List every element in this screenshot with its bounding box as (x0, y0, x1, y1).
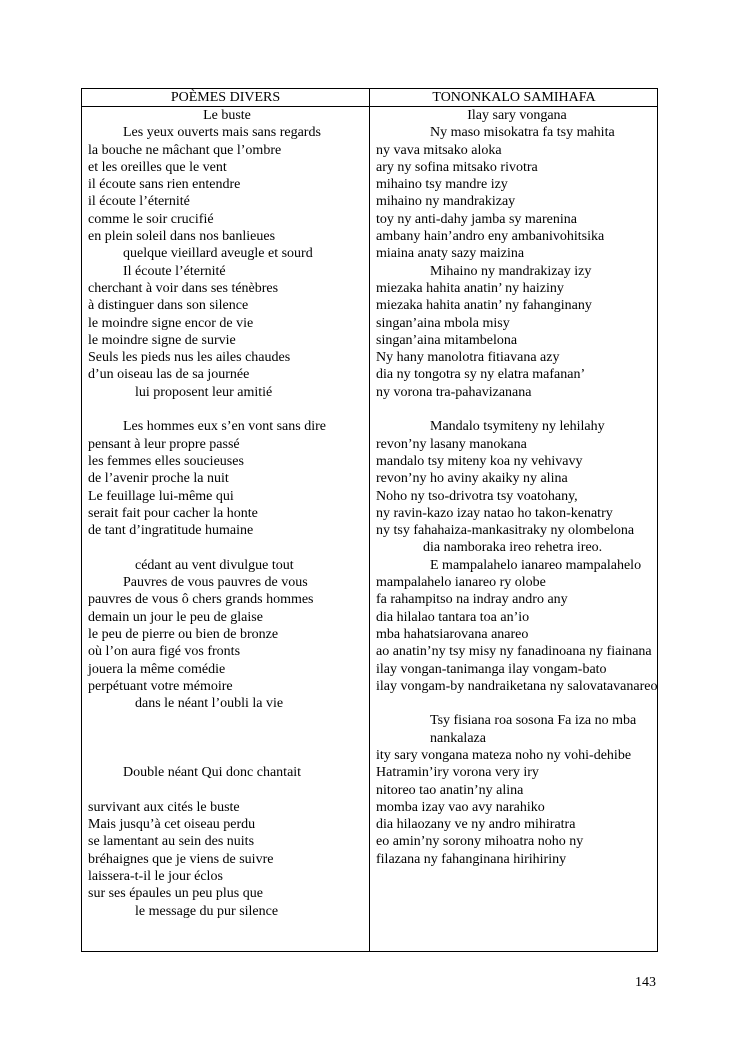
poem-line: dans le néant l’oubli la vie (135, 696, 284, 712)
poem-line: d’un oiseau las de sa journée (88, 367, 250, 383)
poem-line: ny vorona tra-pahavizanana (376, 384, 532, 400)
malagasy-poem-column (376, 107, 658, 868)
poem-table (81, 88, 658, 952)
poem-line: le peu de pierre ou bien de bronze (88, 626, 279, 642)
poem-line: la bouche ne mâchant que l’ombre (88, 142, 282, 158)
poem-line: toy ny anti-dahy jamba sy marenina (376, 211, 577, 227)
poem-line: serait fait pour cacher la honte (88, 505, 258, 521)
poem-line: comme le soir crucifié (88, 211, 214, 227)
poem-line: momba izay vao avy narahiko (376, 799, 545, 815)
poem-line: Pauvres de vous pauvres de vous (123, 575, 308, 591)
poem-line: fa rahampitso na indray andro any (376, 592, 568, 608)
poem-line: ny ravin-kazo izay natao ho takon-kenatry (376, 505, 613, 521)
poem-line: perpétuant votre mémoire (88, 678, 233, 694)
poem-line: cherchant à voir dans ses ténèbres (88, 280, 279, 296)
blank-line (88, 401, 366, 418)
poem-line: miezaka hahita anatin’ ny haiziny (376, 280, 564, 296)
blank-line (88, 747, 366, 764)
poem-title: Ilay sary vongana (467, 108, 567, 123)
poem-line: mampalahelo ianareo ry olobe (376, 575, 546, 591)
poem-line: de l’avenir proche la nuit (88, 471, 229, 487)
poem-line: Mandalo tsymiteny ny lehilahy (430, 419, 605, 435)
poem-line: Les hommes eux s’en vont sans dire (123, 419, 326, 435)
left-column-header: POÈMES DIVERS (170, 90, 281, 105)
poem-line: Ny maso misokatra fa tsy mahita (430, 125, 615, 141)
poem-line: Mais jusqu’à cet oiseau perdu (88, 817, 256, 833)
poem-line: nitoreo tao anatin’ny alina (376, 782, 524, 798)
poem-line: il écoute l’éternité (88, 194, 190, 210)
poem-line: pauvres de vous ô chers grands hommes (88, 592, 314, 608)
poem-line: miezaka hahita anatin’ ny fahanginany (376, 298, 592, 314)
poem-line: ity sary vongana mateza noho ny vohi-dehibe (376, 747, 632, 763)
blank-line (88, 782, 366, 799)
right-column-header: TONONKALO SAMIHAFA (432, 90, 596, 105)
poem-line: revon’ny lasany manokana (376, 436, 527, 452)
poem-line: singan’aina mbola misy (376, 315, 510, 331)
poem-line: sur ses épaules un peu plus que (88, 886, 263, 902)
poem-line: dia hilalao tantara toa an’io (376, 609, 530, 625)
poem-line: pensant à leur propre passé (88, 436, 240, 452)
poem-line: à distinguer dans son silence (88, 298, 249, 314)
blank-line (88, 712, 366, 729)
poem-line: Noho ny tso-drivotra tsy voatohany, (376, 488, 578, 504)
poem-line: eo amin’ny sorony mihoatra noho ny (376, 834, 584, 850)
poem-line: E mampalahelo ianareo mampalahelo (430, 557, 642, 573)
poem-line: ary ny sofina mitsako rivotra (376, 159, 538, 175)
poem-line: de tant d’ingratitude humaine (88, 523, 254, 539)
poem-line: se lamentant au sein des nuits (88, 834, 255, 850)
poem-line: le moindre signe encor de vie (88, 315, 254, 331)
poem-line: Seuls les pieds nus les ailes chaudes (88, 350, 291, 366)
poem-line: miaina anaty sazy maizina (376, 246, 525, 262)
poem-line: Ny hany manolotra fitiavana azy (376, 350, 560, 366)
poem-line: demain un jour le peu de glaise (88, 609, 263, 625)
page-number: 143 (635, 975, 656, 990)
blank-line (376, 695, 658, 712)
poem-line: Hatramin’iry vorona very iry (376, 765, 539, 781)
poem-line: le message du pur silence (135, 903, 279, 919)
poem-line: mba hahatsiarovana anareo (376, 626, 529, 642)
poem-line: mihaino ny mandrakizay (376, 194, 516, 210)
poem-line: en plein soleil dans nos banlieues (88, 229, 276, 245)
poem-line: bréhaignes que je viens de suivre (88, 851, 274, 867)
column-divider (369, 89, 370, 951)
poem-line: et les oreilles que le vent (88, 159, 227, 175)
poem-line: filazana ny fahanginana hirihiriny (376, 851, 567, 867)
poem-line: Il écoute l’éternité (123, 263, 226, 279)
poem-line: Tsy fisiana roa sosona Fa iza no mba nankalaza (430, 713, 637, 746)
poem-line: survivant aux cités le buste (88, 799, 240, 815)
poem-line: mihaino tsy mandre izy (376, 177, 508, 193)
poem-line: singan’aina mitambelona (376, 332, 518, 348)
poem-line: jouera la même comédie (88, 661, 226, 677)
poem-line: ny vava mitsako aloka (376, 142, 502, 158)
poem-line: quelque vieillard aveugle et sourd (123, 246, 313, 262)
poem-line: Mihaino ny mandrakizay izy (430, 263, 592, 279)
french-poem-column (88, 107, 366, 920)
poem-line: ambany hain’andro eny ambanivohitsika (376, 229, 605, 245)
blank-line (88, 730, 366, 747)
poem-title: Le buste (203, 108, 251, 123)
poem-line: ao anatin’ny tsy misy ny fanadinoana ny fiainana (376, 644, 652, 660)
poem-line: il écoute sans rien entendre (88, 177, 241, 193)
poem-line: ilay vongan-tanimanga ilay vongam-bato (376, 661, 607, 677)
poem-line: dia namboraka ireo rehetra ireo. (423, 540, 603, 556)
blank-line (88, 539, 366, 556)
poem-line: revon’ny ho aviny akaiky ny alina (376, 471, 568, 487)
poem-line: Les yeux ouverts mais sans regards (123, 125, 321, 141)
poem-line: où l’on aura figé vos fronts (88, 644, 241, 660)
poem-line: Le feuillage lui-même qui (88, 488, 234, 504)
poem-line: ilay vongam-by nandraiketana ny salovatavanareo (376, 678, 658, 694)
poem-line: cédant au vent divulgue tout (135, 557, 294, 573)
blank-line (376, 401, 658, 418)
poem-line: ny tsy fahahaiza-mankasitraky ny olombelona (376, 523, 635, 539)
poem-line: Double néant Qui donc chantait (123, 765, 302, 781)
poem-line: lui proposent leur amitié (135, 384, 273, 400)
poem-line: dia hilaozany ve ny andro mihiratra (376, 817, 576, 833)
poem-line: le moindre signe de survie (88, 332, 236, 348)
poem-line: laissera-t-il le jour éclos (88, 869, 223, 885)
poem-line: mandalo tsy miteny koa ny vehivavy (376, 453, 583, 469)
poem-line: dia ny tongotra sy ny elatra mafanan’ (376, 367, 586, 383)
poem-line: les femmes elles soucieuses (88, 453, 244, 469)
